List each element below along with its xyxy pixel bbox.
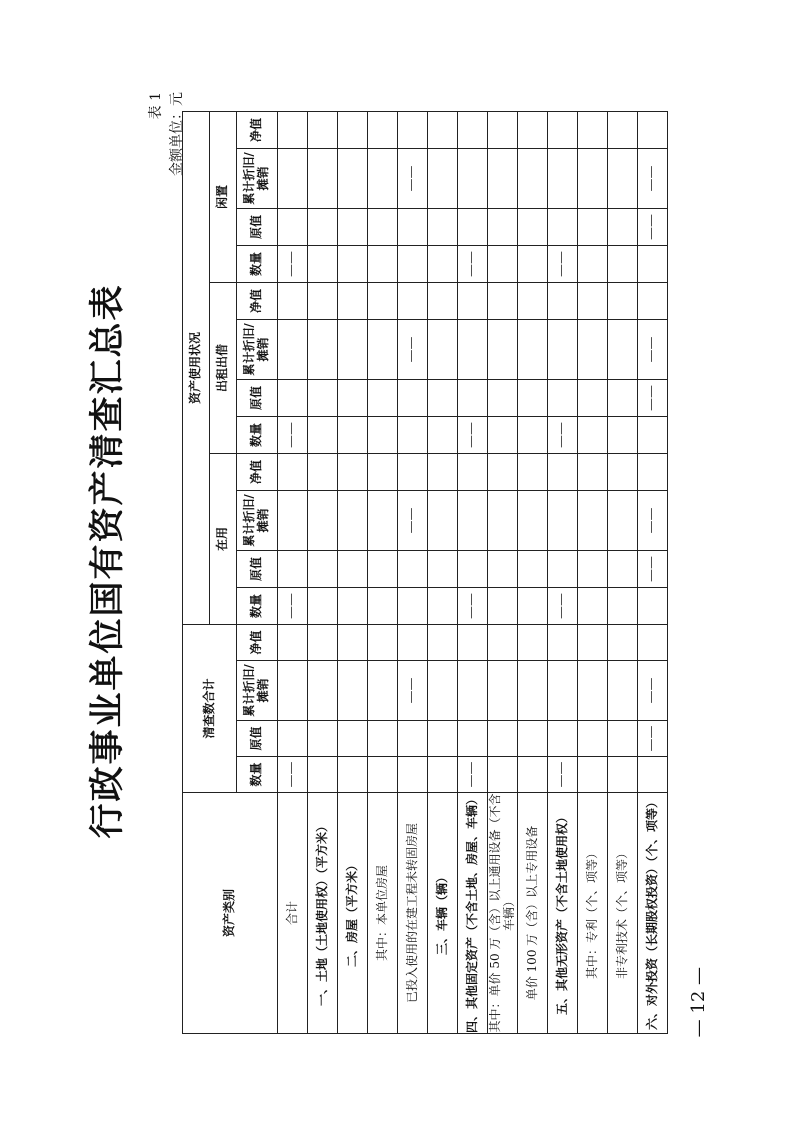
table-row: [518, 111, 548, 1033]
value-cell: [428, 550, 458, 587]
column-header: 累计折旧/摊销: [237, 660, 278, 720]
not-applicable-dash: ——: [638, 208, 668, 245]
value-cell: [278, 319, 308, 379]
value-cell: [458, 208, 488, 245]
value-cell: [308, 720, 338, 756]
value-cell: [638, 245, 668, 282]
value-cell: [278, 282, 308, 319]
check-total-header: 清查数合计: [183, 624, 237, 792]
column-header: 净值: [237, 453, 278, 490]
value-cell: [608, 245, 638, 282]
value-cell: [578, 319, 608, 379]
value-cell: [638, 282, 668, 319]
value-cell: [458, 282, 488, 319]
value-cell: [548, 550, 578, 587]
value-cell: [518, 720, 548, 756]
value-cell: [548, 148, 578, 208]
value-cell: [428, 624, 458, 660]
value-cell: [278, 720, 308, 756]
column-header: 原值: [237, 379, 278, 416]
value-cell: [338, 720, 368, 756]
table-row: [488, 111, 518, 1033]
row-label: 三、车辆（辆）: [428, 792, 458, 1033]
not-applicable-dash: ——: [278, 245, 308, 282]
value-cell: [428, 245, 458, 282]
value-cell: [578, 550, 608, 587]
value-cell: [578, 660, 608, 720]
table-row: [278, 111, 308, 1033]
value-cell: [428, 208, 458, 245]
value-cell: [368, 587, 398, 624]
value-cell: [278, 453, 308, 490]
value-cell: [548, 720, 578, 756]
value-cell: [368, 453, 398, 490]
table-row: [428, 111, 458, 1033]
asset-category-header: 资产类别: [183, 792, 278, 1033]
value-cell: [368, 148, 398, 208]
value-cell: [398, 624, 428, 660]
value-cell: [608, 111, 638, 148]
value-cell: [518, 624, 548, 660]
group-header-leased: 出租出借: [210, 282, 237, 453]
table-row: [638, 111, 668, 1033]
not-applicable-dash: ——: [278, 756, 308, 792]
value-cell: [578, 490, 608, 550]
value-cell: [428, 319, 458, 379]
value-cell: [548, 111, 578, 148]
value-cell: [398, 453, 428, 490]
row-label: 单价 100 万（含）以上专用设备: [518, 792, 548, 1033]
row-label: 二、房屋（平方米）: [338, 792, 368, 1033]
value-cell: [548, 660, 578, 720]
value-cell: [308, 587, 338, 624]
value-cell: [458, 148, 488, 208]
table-row: [338, 111, 368, 1033]
value-cell: [368, 624, 398, 660]
value-cell: [518, 660, 548, 720]
value-cell: [548, 490, 578, 550]
value-cell: [458, 624, 488, 660]
not-applicable-dash: ——: [458, 756, 488, 792]
value-cell: [368, 111, 398, 148]
value-cell: [608, 148, 638, 208]
value-cell: [578, 208, 608, 245]
value-cell: [638, 111, 668, 148]
value-cell: [278, 379, 308, 416]
value-cell: [518, 111, 548, 148]
value-cell: [578, 245, 608, 282]
column-header: 数量: [237, 756, 278, 792]
value-cell: [488, 245, 518, 282]
value-cell: [578, 587, 608, 624]
not-applicable-dash: ——: [278, 587, 308, 624]
value-cell: [368, 660, 398, 720]
value-cell: [338, 416, 368, 453]
table-row: [308, 111, 338, 1033]
row-label: 四、其他固定资产（不含土地、房屋、车辆）: [458, 792, 488, 1033]
value-cell: [428, 490, 458, 550]
value-cell: [308, 453, 338, 490]
not-applicable-dash: ——: [398, 319, 428, 379]
value-cell: [488, 416, 518, 453]
value-cell: [338, 208, 368, 245]
value-cell: [278, 490, 308, 550]
value-cell: [308, 660, 338, 720]
value-cell: [338, 245, 368, 282]
value-cell: [518, 319, 548, 379]
not-applicable-dash: ——: [458, 416, 488, 453]
table-row: [548, 111, 578, 1033]
value-cell: [608, 720, 638, 756]
value-cell: [488, 379, 518, 416]
value-cell: [428, 148, 458, 208]
value-cell: [638, 453, 668, 490]
value-cell: [398, 720, 428, 756]
not-applicable-dash: ——: [548, 416, 578, 453]
value-cell: [578, 282, 608, 319]
value-cell: [368, 245, 398, 282]
value-cell: [338, 490, 368, 550]
value-cell: [398, 379, 428, 416]
value-cell: [398, 416, 428, 453]
value-cell: [398, 208, 428, 245]
value-cell: [428, 660, 458, 720]
not-applicable-dash: ——: [398, 490, 428, 550]
value-cell: [578, 379, 608, 416]
value-cell: [398, 111, 428, 148]
value-cell: [608, 416, 638, 453]
row-label: 其中：单价 50 万（含）以上通用设备（不含车辆）: [487, 793, 516, 1033]
not-applicable-dash: ——: [638, 660, 668, 720]
row-label: 一、土地（土地使用权）（平方米）: [308, 792, 338, 1033]
value-cell: [338, 319, 368, 379]
not-applicable-dash: ——: [398, 660, 428, 720]
column-header: 净值: [237, 111, 278, 148]
value-cell: [518, 587, 548, 624]
value-cell: [458, 490, 488, 550]
table-row: [368, 111, 398, 1033]
value-cell: [368, 416, 398, 453]
value-cell: [278, 148, 308, 208]
value-cell: [458, 453, 488, 490]
value-cell: [518, 282, 548, 319]
not-applicable-dash: ——: [638, 550, 668, 587]
table-row: [458, 111, 488, 1033]
value-cell: [308, 208, 338, 245]
value-cell: [428, 416, 458, 453]
not-applicable-dash: ——: [638, 720, 668, 756]
table-number: 表 1: [148, 92, 164, 120]
value-cell: [638, 416, 668, 453]
document-title: 行政事业单位国有资产清查汇总表: [87, 283, 128, 839]
column-header: 净值: [237, 624, 278, 660]
value-cell: [428, 379, 458, 416]
value-cell: [338, 550, 368, 587]
value-cell: [308, 416, 338, 453]
value-cell: [608, 282, 638, 319]
column-header: 累计折旧/摊销: [237, 148, 278, 208]
group-header-in-use: 在用: [210, 453, 237, 624]
value-cell: [578, 111, 608, 148]
value-cell: [368, 720, 398, 756]
value-cell: [608, 756, 638, 792]
table-row: [608, 111, 638, 1033]
value-cell: [518, 756, 548, 792]
value-cell: [428, 453, 458, 490]
amount-unit: 金额单位：元: [169, 92, 185, 176]
column-header: 累计折旧/摊销: [237, 319, 278, 379]
group-header-idle: 闲置: [210, 111, 237, 282]
value-cell: [428, 111, 458, 148]
value-cell: [518, 379, 548, 416]
value-cell: [338, 111, 368, 148]
value-cell: [518, 490, 548, 550]
value-cell: [488, 720, 518, 756]
value-cell: [488, 550, 518, 587]
column-header: 净值: [237, 282, 278, 319]
value-cell: [578, 416, 608, 453]
value-cell: [488, 587, 518, 624]
value-cell: [368, 208, 398, 245]
value-cell: [398, 282, 428, 319]
value-cell: [278, 111, 308, 148]
not-applicable-dash: ——: [638, 148, 668, 208]
value-cell: [338, 587, 368, 624]
value-cell: [608, 660, 638, 720]
not-applicable-dash: ——: [458, 587, 488, 624]
value-cell: [308, 379, 338, 416]
value-cell: [398, 550, 428, 587]
column-header: 数量: [237, 416, 278, 453]
value-cell: [578, 453, 608, 490]
value-cell: [518, 208, 548, 245]
not-applicable-dash: ——: [458, 245, 488, 282]
not-applicable-dash: ——: [638, 490, 668, 550]
value-cell: [578, 624, 608, 660]
value-cell: [338, 282, 368, 319]
column-header: 原值: [237, 720, 278, 756]
value-cell: [458, 720, 488, 756]
value-cell: [428, 282, 458, 319]
value-cell: [608, 319, 638, 379]
value-cell: [518, 416, 548, 453]
value-cell: [608, 587, 638, 624]
value-cell: [458, 550, 488, 587]
value-cell: [488, 756, 518, 792]
value-cell: [608, 550, 638, 587]
value-cell: [488, 319, 518, 379]
value-cell: [428, 587, 458, 624]
value-cell: [608, 453, 638, 490]
value-cell: [548, 453, 578, 490]
value-cell: [608, 624, 638, 660]
value-cell: [578, 720, 608, 756]
usage-status-header: 资产使用状况: [183, 111, 210, 624]
value-cell: [548, 379, 578, 416]
value-cell: [428, 720, 458, 756]
value-cell: [638, 756, 668, 792]
value-cell: [338, 624, 368, 660]
value-cell: [308, 148, 338, 208]
value-cell: [548, 319, 578, 379]
table-row: [398, 111, 428, 1033]
value-cell: [278, 550, 308, 587]
value-cell: [398, 756, 428, 792]
row-label: 五、其他无形资产（不含土地使用权）: [548, 792, 578, 1033]
value-cell: [548, 208, 578, 245]
row-label: 六、对外投资（长期股权投资）（个、项等）: [638, 792, 668, 1033]
value-cell: [518, 550, 548, 587]
value-cell: [488, 453, 518, 490]
value-cell: [278, 208, 308, 245]
value-cell: [338, 756, 368, 792]
value-cell: [458, 660, 488, 720]
not-applicable-dash: ——: [398, 148, 428, 208]
value-cell: [368, 282, 398, 319]
value-cell: [308, 624, 338, 660]
value-cell: [608, 208, 638, 245]
value-cell: [488, 624, 518, 660]
value-cell: [548, 624, 578, 660]
column-header: 数量: [237, 245, 278, 282]
value-cell: [398, 245, 428, 282]
value-cell: [338, 660, 368, 720]
value-cell: [488, 111, 518, 148]
asset-summary-table: [182, 111, 668, 1034]
value-cell: [308, 245, 338, 282]
value-cell: [368, 379, 398, 416]
value-cell: [608, 379, 638, 416]
value-cell: [308, 111, 338, 148]
value-cell: [308, 756, 338, 792]
value-cell: [368, 490, 398, 550]
not-applicable-dash: ——: [548, 587, 578, 624]
value-cell: [518, 245, 548, 282]
value-cell: [368, 756, 398, 792]
value-cell: [488, 208, 518, 245]
page-number: — 12 —: [688, 967, 709, 1038]
value-cell: [518, 148, 548, 208]
value-cell: [338, 148, 368, 208]
value-cell: [308, 319, 338, 379]
value-cell: [488, 282, 518, 319]
not-applicable-dash: ——: [548, 756, 578, 792]
value-cell: [338, 379, 368, 416]
value-cell: [608, 490, 638, 550]
value-cell: [308, 490, 338, 550]
value-cell: [578, 756, 608, 792]
table-row: [578, 111, 608, 1033]
row-label: 其中：专利（个、项等）: [578, 792, 608, 1033]
value-cell: [488, 660, 518, 720]
value-cell: [548, 282, 578, 319]
value-cell: [398, 587, 428, 624]
column-header: 原值: [237, 550, 278, 587]
column-header: 累计折旧/摊销: [237, 490, 278, 550]
value-cell: [458, 111, 488, 148]
value-cell: [578, 148, 608, 208]
value-cell: [638, 624, 668, 660]
value-cell: [638, 587, 668, 624]
value-cell: [518, 453, 548, 490]
not-applicable-dash: ——: [278, 416, 308, 453]
value-cell: [458, 379, 488, 416]
not-applicable-dash: ——: [548, 245, 578, 282]
value-cell: [368, 319, 398, 379]
not-applicable-dash: ——: [638, 379, 668, 416]
value-cell: [308, 282, 338, 319]
row-label: 合计: [278, 792, 308, 1033]
row-label: 已投入使用的在建工程未转固房屋: [398, 792, 428, 1033]
value-cell: [338, 453, 368, 490]
value-cell: [308, 550, 338, 587]
value-cell: [278, 660, 308, 720]
value-cell: [488, 148, 518, 208]
value-cell: [458, 319, 488, 379]
value-cell: [428, 756, 458, 792]
value-cell: [278, 624, 308, 660]
row-label: 其中：本单位房屋: [368, 792, 398, 1033]
value-cell: [368, 550, 398, 587]
not-applicable-dash: ——: [638, 319, 668, 379]
value-cell: [488, 490, 518, 550]
column-header: 数量: [237, 587, 278, 624]
column-header: 原值: [237, 208, 278, 245]
row-label: 非专利技术（个、项等）: [608, 792, 638, 1033]
